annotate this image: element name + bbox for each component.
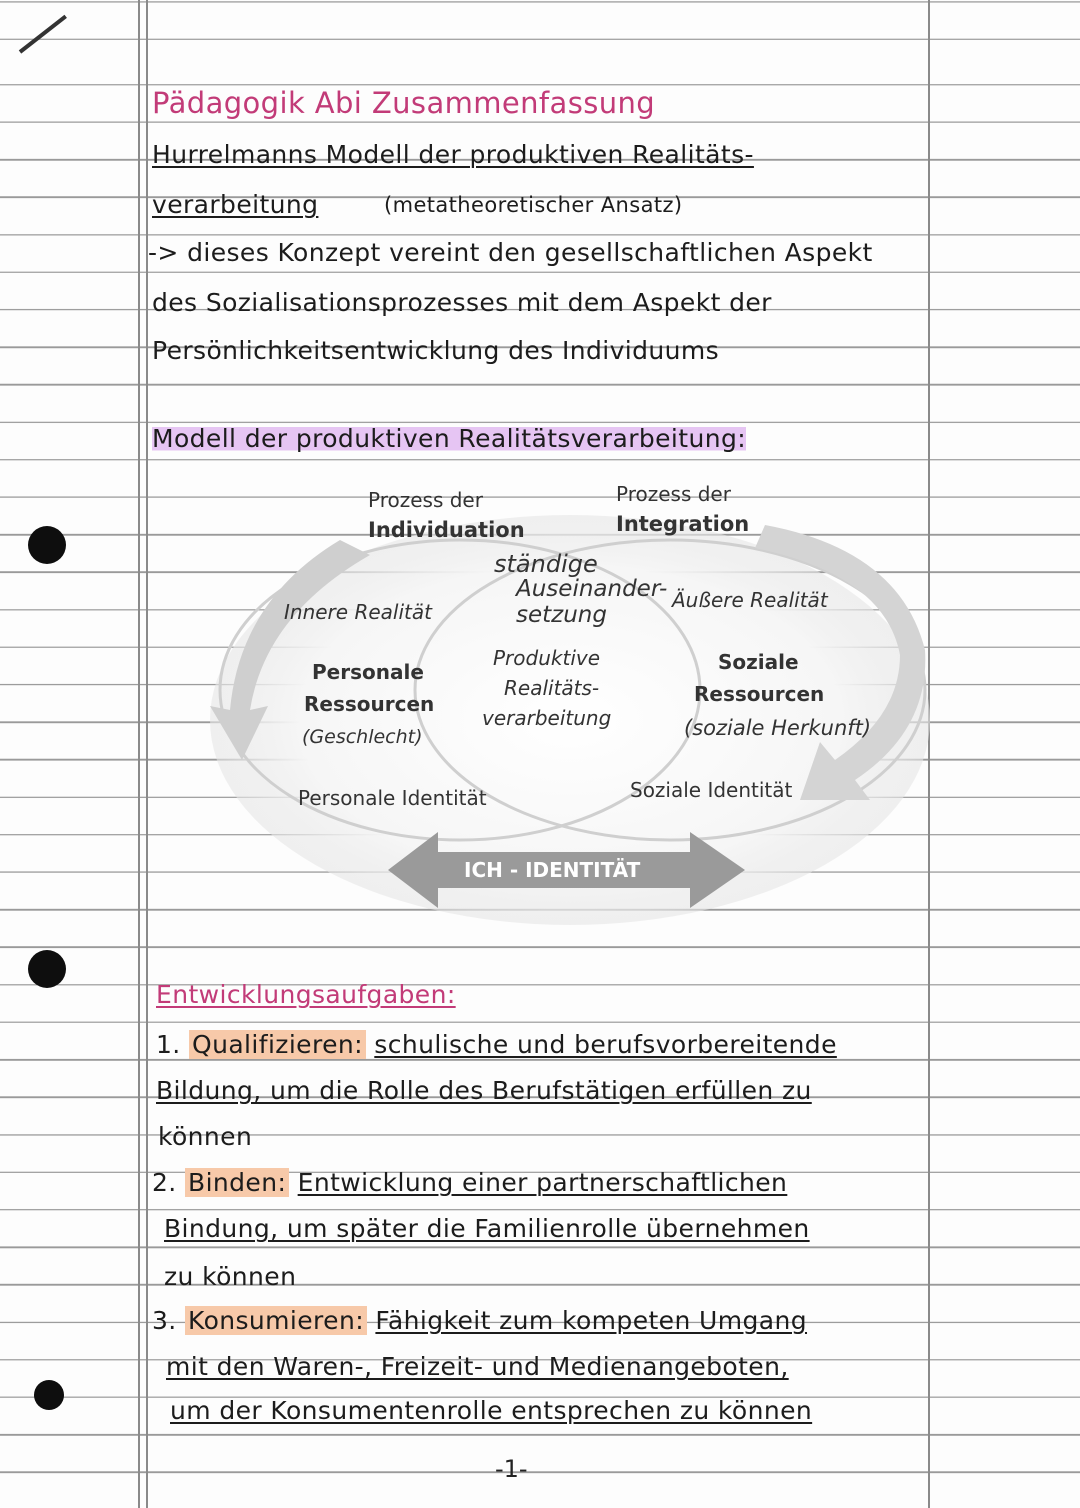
page-title: Pädagogik Abi Zusammenfassung <box>152 86 656 120</box>
task-2-term: Binden: <box>185 1168 289 1197</box>
intro-line-1: -> dieses Konzept vereint den gesellschaftlichen Aspekt <box>148 238 873 267</box>
punch-hole-2 <box>28 950 66 988</box>
personal-identity-label: Personale Identität <box>298 786 487 810</box>
outer-reality-label: Äußere Realität <box>672 588 828 612</box>
model-heading: Modell der produktiven Realitätsverarbeitung: <box>152 424 747 453</box>
process-individuation-line1: Prozess der <box>368 488 483 512</box>
task-3-line-1: Fähigkeit zum kompeten Umgang <box>375 1306 808 1335</box>
task-2-first-line <box>152 1168 787 1197</box>
task-2-line-2: Bindung, um später die Familienrolle übernehmen <box>164 1214 810 1243</box>
intro-line-2: des Sozialisationsprozesses mit dem Aspekt der <box>152 288 772 317</box>
task-2-line-3: zu können <box>164 1262 297 1291</box>
task-3-term: Konsumieren: <box>185 1306 367 1335</box>
task-3-first-line <box>152 1306 807 1335</box>
personal-resources-line2: Ressourcen <box>304 692 435 716</box>
social-resources-line2: Ressourcen <box>694 682 825 706</box>
task-1-line-1: schulische und berufsvorbereitende <box>374 1030 837 1059</box>
social-resources-note: (soziale Herkunft) <box>684 716 872 740</box>
punch-hole-bottom <box>34 1380 64 1410</box>
task-3-number: 3. <box>152 1306 177 1335</box>
inner-reality-label: Innere Realität <box>284 600 432 624</box>
social-resources-line1: Soziale <box>718 650 799 674</box>
margin-line-left <box>138 0 140 1508</box>
social-identity-label: Soziale Identität <box>630 778 793 802</box>
task-1-first-line <box>156 1030 837 1059</box>
personal-resources-line1: Personale <box>312 660 424 684</box>
task-1-line-3: können <box>158 1122 253 1151</box>
process-integration-line2: Integration <box>616 512 750 536</box>
tasks-heading: Entwicklungsaufgaben: <box>156 980 456 1009</box>
process-integration-line1: Prozess der <box>616 482 731 506</box>
task-1-number: 1. <box>156 1030 181 1059</box>
center-line1: Produktive <box>493 646 601 670</box>
page-number: -1- <box>495 1455 528 1483</box>
task-1-term: Qualifizieren: <box>189 1030 366 1059</box>
punch-hole-1 <box>28 526 66 564</box>
intro-line-3: Persönlichkeitsentwicklung des Individuums <box>152 336 720 365</box>
intro-heading-line1: Hurrelmanns Modell der produktiven Realitäts- <box>152 140 754 169</box>
task-2-number: 2. <box>152 1168 177 1197</box>
center-note-line3: setzung <box>516 602 607 628</box>
ich-identity-label: ICH - IDENTITÄT <box>464 858 641 882</box>
personal-resources-note: (Geschlecht) <box>302 726 423 748</box>
task-3-line-3: um der Konsumentenrolle entsprechen zu können <box>170 1396 813 1425</box>
task-2-line-1: Entwicklung einer partnerschaftlichen <box>297 1168 788 1197</box>
task-3-line-2: mit den Waren-, Freizeit- und Medienangeboten, <box>166 1352 789 1381</box>
margin-line-left-inner <box>146 0 148 1508</box>
center-line2: Realitäts- <box>504 676 600 700</box>
center-note-line1: ständige <box>494 550 598 578</box>
center-line3: verarbeitung <box>482 706 612 730</box>
intro-heading-note: (metatheoretischer Ansatz) <box>384 193 683 217</box>
task-1-line-2: Bildung, um die Rolle des Berufstätigen erfüllen zu <box>156 1076 812 1105</box>
process-individuation-line2: Individuation <box>368 518 525 542</box>
intro-heading-line2: verarbeitung <box>152 190 319 219</box>
center-note-line2: Auseinander- <box>516 576 668 602</box>
realitaetsverarbeitung-diagram <box>210 470 950 930</box>
